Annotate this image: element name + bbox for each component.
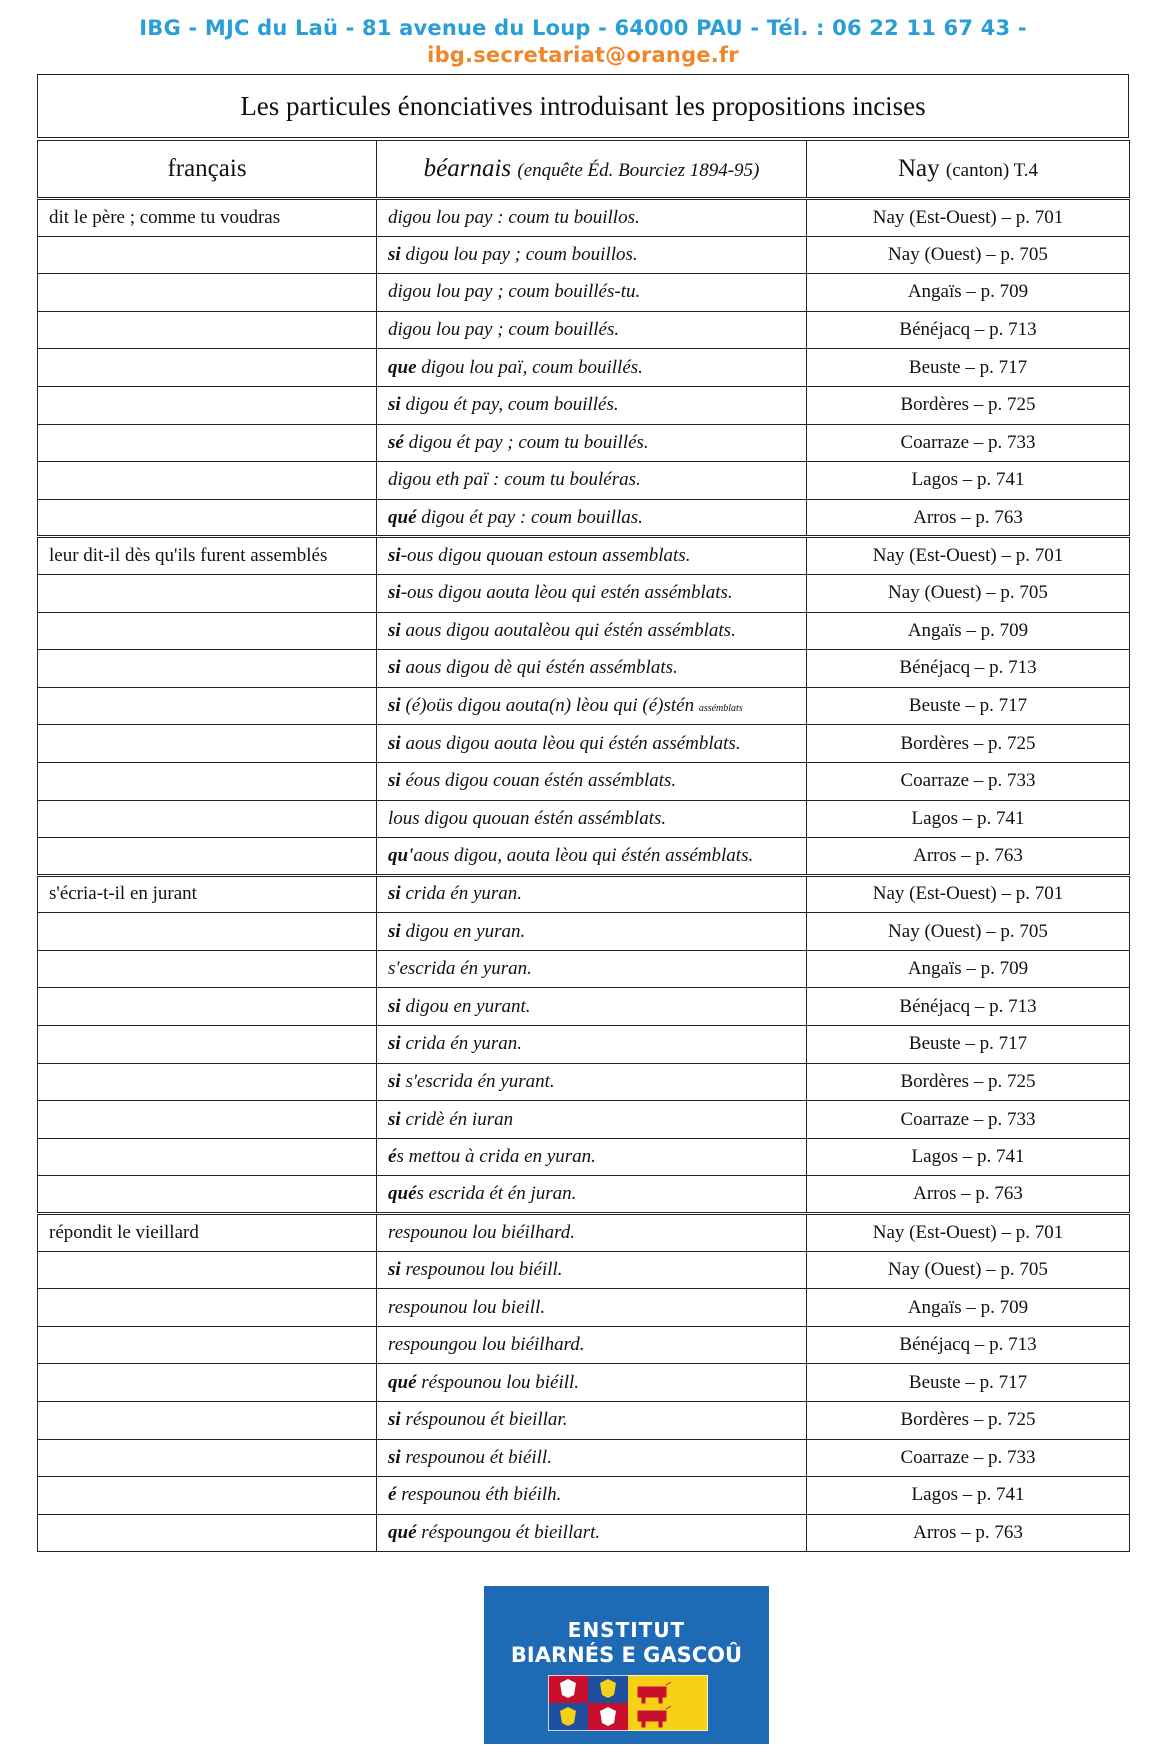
- bearnais-text: aous digou dè qui éstén assémblats.: [400, 657, 678, 679]
- cell-place: Angaïs – p. 709: [807, 612, 1130, 650]
- column-header-nay: [807, 141, 1130, 199]
- cell-place: Bordères – p. 725: [807, 1063, 1130, 1101]
- cell-place: Nay (Ouest) – p. 705: [807, 913, 1130, 951]
- cell-francais: [38, 462, 377, 500]
- cell-place: Bordères – p. 725: [807, 725, 1130, 763]
- cell-bearnais: [377, 1439, 807, 1477]
- particle-bold: qué: [388, 506, 417, 528]
- bearnais-text: digou eth paï : coum tu bouléras.: [388, 469, 641, 491]
- cell-place: Bénéjacq – p. 713: [807, 988, 1130, 1026]
- cell-francais: [38, 424, 377, 462]
- particle-bold: é: [388, 1484, 397, 1506]
- table-row: [38, 950, 1130, 988]
- column-header-nay-note: (canton) T.4: [945, 160, 1039, 181]
- table-row: [38, 687, 1130, 725]
- table-row: [38, 1101, 1130, 1139]
- bearnais-text: digou lou paï, coum bouillés.: [416, 356, 643, 378]
- cell-bearnais: [377, 612, 807, 650]
- cell-place: Angaïs – p. 709: [807, 1289, 1130, 1327]
- cell-place: Lagos – p. 741: [807, 1477, 1130, 1515]
- cell-francais: [38, 988, 377, 1026]
- table-row: [38, 1063, 1130, 1101]
- bearnais-text: s mettou à crida en yuran.: [396, 1146, 596, 1168]
- particle-bold: si: [388, 1258, 401, 1280]
- particle-bold: si: [388, 732, 401, 754]
- cell-bearnais: [377, 1364, 807, 1402]
- bearnais-text: éous digou couan éstén assémblats.: [400, 770, 677, 792]
- cell-bearnais: [377, 199, 807, 237]
- cell-place: Coarraze – p. 733: [807, 424, 1130, 462]
- particle-bold: si: [388, 582, 401, 604]
- particle-bold: si: [388, 394, 401, 416]
- header-address: IBG - MJC du Laü - 81 avenue du Loup - 64000 PAU - Tél. : 06 22 11 67 43 -: [139, 16, 1027, 40]
- cell-bearnais: [377, 913, 807, 951]
- particle-bold: si: [388, 1108, 401, 1130]
- bearnais-text: respounou éth biéilh.: [396, 1484, 562, 1506]
- particle-bold: si: [388, 1409, 401, 1431]
- cell-place: Nay (Ouest) – p. 705: [807, 236, 1130, 274]
- table-row: [38, 499, 1130, 537]
- cell-francais: [38, 574, 377, 612]
- table-row: [38, 311, 1130, 349]
- cell-place: Beuste – p. 717: [807, 349, 1130, 387]
- cell-francais: [38, 349, 377, 387]
- cell-bearnais: [377, 349, 807, 387]
- cell-francais: [38, 800, 377, 838]
- cell-francais: [38, 687, 377, 725]
- cell-place: Arros – p. 763: [807, 838, 1130, 876]
- table-row: [38, 349, 1130, 387]
- cell-place: Bénéjacq – p. 713: [807, 1326, 1130, 1364]
- cell-place: Nay (Ouest) – p. 705: [807, 574, 1130, 612]
- cell-francais: [38, 1364, 377, 1402]
- cell-place: Bénéjacq – p. 713: [807, 311, 1130, 349]
- particle-bold: si: [388, 1446, 401, 1468]
- coat-of-arms-icon: [548, 1675, 708, 1731]
- particle-bold: si: [388, 695, 401, 717]
- table-row: [38, 199, 1130, 237]
- cell-francais: [38, 1101, 377, 1139]
- cell-bearnais: [377, 1514, 807, 1552]
- column-header-row: [38, 141, 1130, 199]
- table-row: [38, 650, 1130, 688]
- bearnais-text: digou ét pay, coum bouillés.: [400, 394, 619, 416]
- bearnais-text: digou lou pay : coum tu bouillos.: [388, 206, 640, 228]
- cell-bearnais: [377, 1251, 807, 1289]
- bearnais-text: s'escrida én yurant.: [400, 1070, 555, 1092]
- bearnais-text: digou ét pay : coum bouillas.: [416, 506, 643, 528]
- cell-bearnais: [377, 800, 807, 838]
- bearnais-text: respounou ét biéill.: [400, 1446, 552, 1468]
- cell-francais: [38, 1326, 377, 1364]
- cell-francais: s'écria-t-il en jurant: [38, 875, 377, 913]
- cell-francais: dit le père ; comme tu voudras: [38, 199, 377, 237]
- cell-francais: [38, 913, 377, 951]
- particle-bold: si: [388, 920, 401, 942]
- cell-bearnais: [377, 1402, 807, 1440]
- cell-bearnais: [377, 537, 807, 575]
- cell-bearnais: [377, 424, 807, 462]
- cell-bearnais: [377, 875, 807, 913]
- table-row: [38, 1289, 1130, 1327]
- column-header-bearnais-note: (enquête Éd. Bourciez 1894-95): [517, 160, 760, 181]
- cell-francais: [38, 762, 377, 800]
- particle-bold: sé: [388, 431, 404, 453]
- particle-bold: si: [388, 619, 401, 641]
- cell-francais: [38, 612, 377, 650]
- table-row: [38, 1364, 1130, 1402]
- bearnais-text: réspounou lou biéill.: [416, 1371, 580, 1393]
- cell-bearnais: [377, 311, 807, 349]
- column-header-bearnais: [377, 141, 807, 199]
- cell-bearnais: [377, 1326, 807, 1364]
- table-row: [38, 612, 1130, 650]
- cell-francais: [38, 1063, 377, 1101]
- cell-place: Nay (Ouest) – p. 705: [807, 1251, 1130, 1289]
- cell-place: Bordères – p. 725: [807, 1402, 1130, 1440]
- cell-place: Nay (Est-Ouest) – p. 701: [807, 1214, 1130, 1252]
- bearnais-text: s escrida ét én juran.: [416, 1183, 577, 1205]
- bearnais-text: digou lou pay ; coum bouillos.: [400, 243, 638, 265]
- column-header-francais: français: [38, 141, 377, 199]
- table-row: [38, 838, 1130, 876]
- table-row: [38, 1402, 1130, 1440]
- cell-francais: [38, 1402, 377, 1440]
- cell-bearnais: [377, 1101, 807, 1139]
- cell-bearnais: [377, 687, 807, 725]
- cell-place: Beuste – p. 717: [807, 1364, 1130, 1402]
- cell-bearnais: [377, 1176, 807, 1214]
- bearnais-text: aous digou aouta lèou qui éstén assémblats.: [400, 732, 741, 754]
- cell-place: Coarraze – p. 733: [807, 762, 1130, 800]
- bearnais-text: respoungou lou biéilhard.: [388, 1334, 585, 1356]
- bearnais-text: digou ét pay ; coum tu bouillés.: [403, 431, 649, 453]
- cell-bearnais: [377, 988, 807, 1026]
- cell-place: Nay (Est-Ouest) – p. 701: [807, 875, 1130, 913]
- table-row: [38, 274, 1130, 312]
- cell-francais: [38, 1514, 377, 1552]
- table-title: Les particules énonciatives introduisant les propositions incises: [37, 74, 1129, 138]
- particles-table: [37, 140, 1130, 1552]
- cell-place: Nay (Est-Ouest) – p. 701: [807, 537, 1130, 575]
- bearnais-text: réspounou ét bieillar.: [400, 1409, 568, 1431]
- table-row: [38, 386, 1130, 424]
- cell-bearnais: [377, 950, 807, 988]
- cell-bearnais: [377, 838, 807, 876]
- cell-francais: [38, 1026, 377, 1064]
- cell-place: Angaïs – p. 709: [807, 274, 1130, 312]
- document-table: [37, 74, 1129, 1552]
- particle-bold: si: [388, 1070, 401, 1092]
- table-row: [38, 725, 1130, 763]
- bearnais-text: respounou lou biéilhard.: [388, 1221, 576, 1243]
- cell-bearnais: [377, 462, 807, 500]
- bearnais-text: cridè én iuran: [400, 1108, 514, 1130]
- cell-place: Nay (Est-Ouest) – p. 701: [807, 199, 1130, 237]
- table-row: [38, 236, 1130, 274]
- bearnais-text: respounou lou bieill.: [388, 1296, 546, 1318]
- cell-place: Beuste – p. 717: [807, 687, 1130, 725]
- particle-bold: qu': [388, 844, 414, 866]
- cell-francais: [38, 1251, 377, 1289]
- cell-place: Coarraze – p. 733: [807, 1101, 1130, 1139]
- logo-line2: BIARNÉS E GASCOÛ: [510, 1643, 743, 1667]
- particle-bold: si: [388, 770, 401, 792]
- particle-bold: qué: [388, 1371, 417, 1393]
- cell-francais: leur dit-il dès qu'ils furent assemblés: [38, 537, 377, 575]
- bearnais-small-text: assémblats: [698, 703, 743, 715]
- cell-bearnais: [377, 725, 807, 763]
- cell-bearnais: [377, 1063, 807, 1101]
- table-row: [38, 1026, 1130, 1064]
- table-row: [38, 537, 1130, 575]
- table-row: [38, 462, 1130, 500]
- table-row: [38, 988, 1130, 1026]
- table-row: [38, 913, 1130, 951]
- cell-bearnais: [377, 1214, 807, 1252]
- bearnais-text: aous digou aoutalèou qui éstén assémblats.: [400, 619, 736, 641]
- table-row: [38, 1138, 1130, 1176]
- cell-francais: [38, 950, 377, 988]
- table-row: [38, 1477, 1130, 1515]
- cell-bearnais: [377, 499, 807, 537]
- table-row: [38, 800, 1130, 838]
- cell-bearnais: [377, 386, 807, 424]
- column-header-nay-label: Nay: [897, 155, 940, 182]
- particle-bold: é: [388, 1146, 397, 1168]
- table-row: [38, 1251, 1130, 1289]
- cell-place: Lagos – p. 741: [807, 800, 1130, 838]
- bearnais-text: digou en yurant.: [400, 995, 531, 1017]
- cell-francais: [38, 650, 377, 688]
- table-row: [38, 1176, 1130, 1214]
- cell-bearnais: [377, 650, 807, 688]
- cell-place: Arros – p. 763: [807, 1514, 1130, 1552]
- bearnais-text: -ous digou quouan estoun assemblats.: [400, 545, 691, 567]
- table-row: [38, 1214, 1130, 1252]
- particle-bold: si: [388, 1033, 401, 1055]
- cell-place: Angaïs – p. 709: [807, 950, 1130, 988]
- particle-bold: si: [388, 657, 401, 679]
- table-row: [38, 875, 1130, 913]
- bearnais-text: s'escrida én yuran.: [388, 958, 532, 980]
- cell-francais: répondit le vieillard: [38, 1214, 377, 1252]
- particle-bold: qué: [388, 1183, 417, 1205]
- table-row: [38, 574, 1130, 612]
- bearnais-text: respounou lou biéill.: [400, 1258, 563, 1280]
- particle-bold: si: [388, 883, 401, 905]
- cell-francais: [38, 1477, 377, 1515]
- cell-bearnais: [377, 1289, 807, 1327]
- cell-bearnais: [377, 1026, 807, 1064]
- header-email[interactable]: ibg.secretariat@orange.fr: [427, 43, 739, 67]
- cell-francais: [38, 311, 377, 349]
- particle-bold: si: [388, 243, 401, 265]
- cell-bearnais: [377, 236, 807, 274]
- bearnais-text: (é)oüs digou aouta(n) lèou qui (é)stén: [400, 695, 699, 717]
- cell-francais: [38, 1289, 377, 1327]
- cell-place: Bordères – p. 725: [807, 386, 1130, 424]
- cell-francais: [38, 1138, 377, 1176]
- bearnais-text: -ous digou aouta lèou qui estén assémblats.: [400, 582, 733, 604]
- cell-francais: [38, 499, 377, 537]
- cell-place: Bénéjacq – p. 713: [807, 650, 1130, 688]
- bearnais-text: crida én yuran.: [400, 1033, 523, 1055]
- cell-place: Beuste – p. 717: [807, 1026, 1130, 1064]
- particle-bold: qué: [388, 1522, 417, 1544]
- bearnais-text: lous digou quouan éstén assémblats.: [388, 807, 667, 829]
- cell-francais: [38, 725, 377, 763]
- cell-place: Lagos – p. 741: [807, 1138, 1130, 1176]
- bearnais-text: digou lou pay ; coum bouillés-tu.: [388, 281, 641, 303]
- particle-bold: si: [388, 995, 401, 1017]
- cell-place: Lagos – p. 741: [807, 462, 1130, 500]
- table-row: [38, 1326, 1130, 1364]
- table-row: [38, 1514, 1130, 1552]
- bearnais-text: digou en yuran.: [400, 920, 526, 942]
- bearnais-text: crida én yuran.: [400, 883, 523, 905]
- column-header-bearnais-label: béarnais: [423, 155, 512, 182]
- table-row: [38, 762, 1130, 800]
- cell-bearnais: [377, 574, 807, 612]
- ibg-logo: [484, 1586, 769, 1744]
- bearnais-text: réspoungou ét bieillart.: [416, 1522, 601, 1544]
- cell-bearnais: [377, 1477, 807, 1515]
- cell-francais: [38, 1439, 377, 1477]
- cell-francais: [38, 838, 377, 876]
- table-row: [38, 424, 1130, 462]
- particle-bold: si: [388, 545, 401, 567]
- cell-place: Arros – p. 763: [807, 499, 1130, 537]
- cell-francais: [38, 386, 377, 424]
- particle-bold: que: [388, 356, 417, 378]
- cell-place: Coarraze – p. 733: [807, 1439, 1130, 1477]
- bearnais-text: aous digou, aouta lèou qui éstén assémblats.: [413, 844, 754, 866]
- cell-francais: [38, 1176, 377, 1214]
- cell-bearnais: [377, 762, 807, 800]
- bearnais-text: digou lou pay ; coum bouillés.: [388, 319, 620, 341]
- cell-francais: [38, 236, 377, 274]
- cell-francais: [38, 274, 377, 312]
- logo-line1: ENSTITUT: [567, 1618, 686, 1642]
- cell-place: Arros – p. 763: [807, 1176, 1130, 1214]
- cell-bearnais: [377, 274, 807, 312]
- table-row: [38, 1439, 1130, 1477]
- cell-bearnais: [377, 1138, 807, 1176]
- table-body: [38, 199, 1130, 1552]
